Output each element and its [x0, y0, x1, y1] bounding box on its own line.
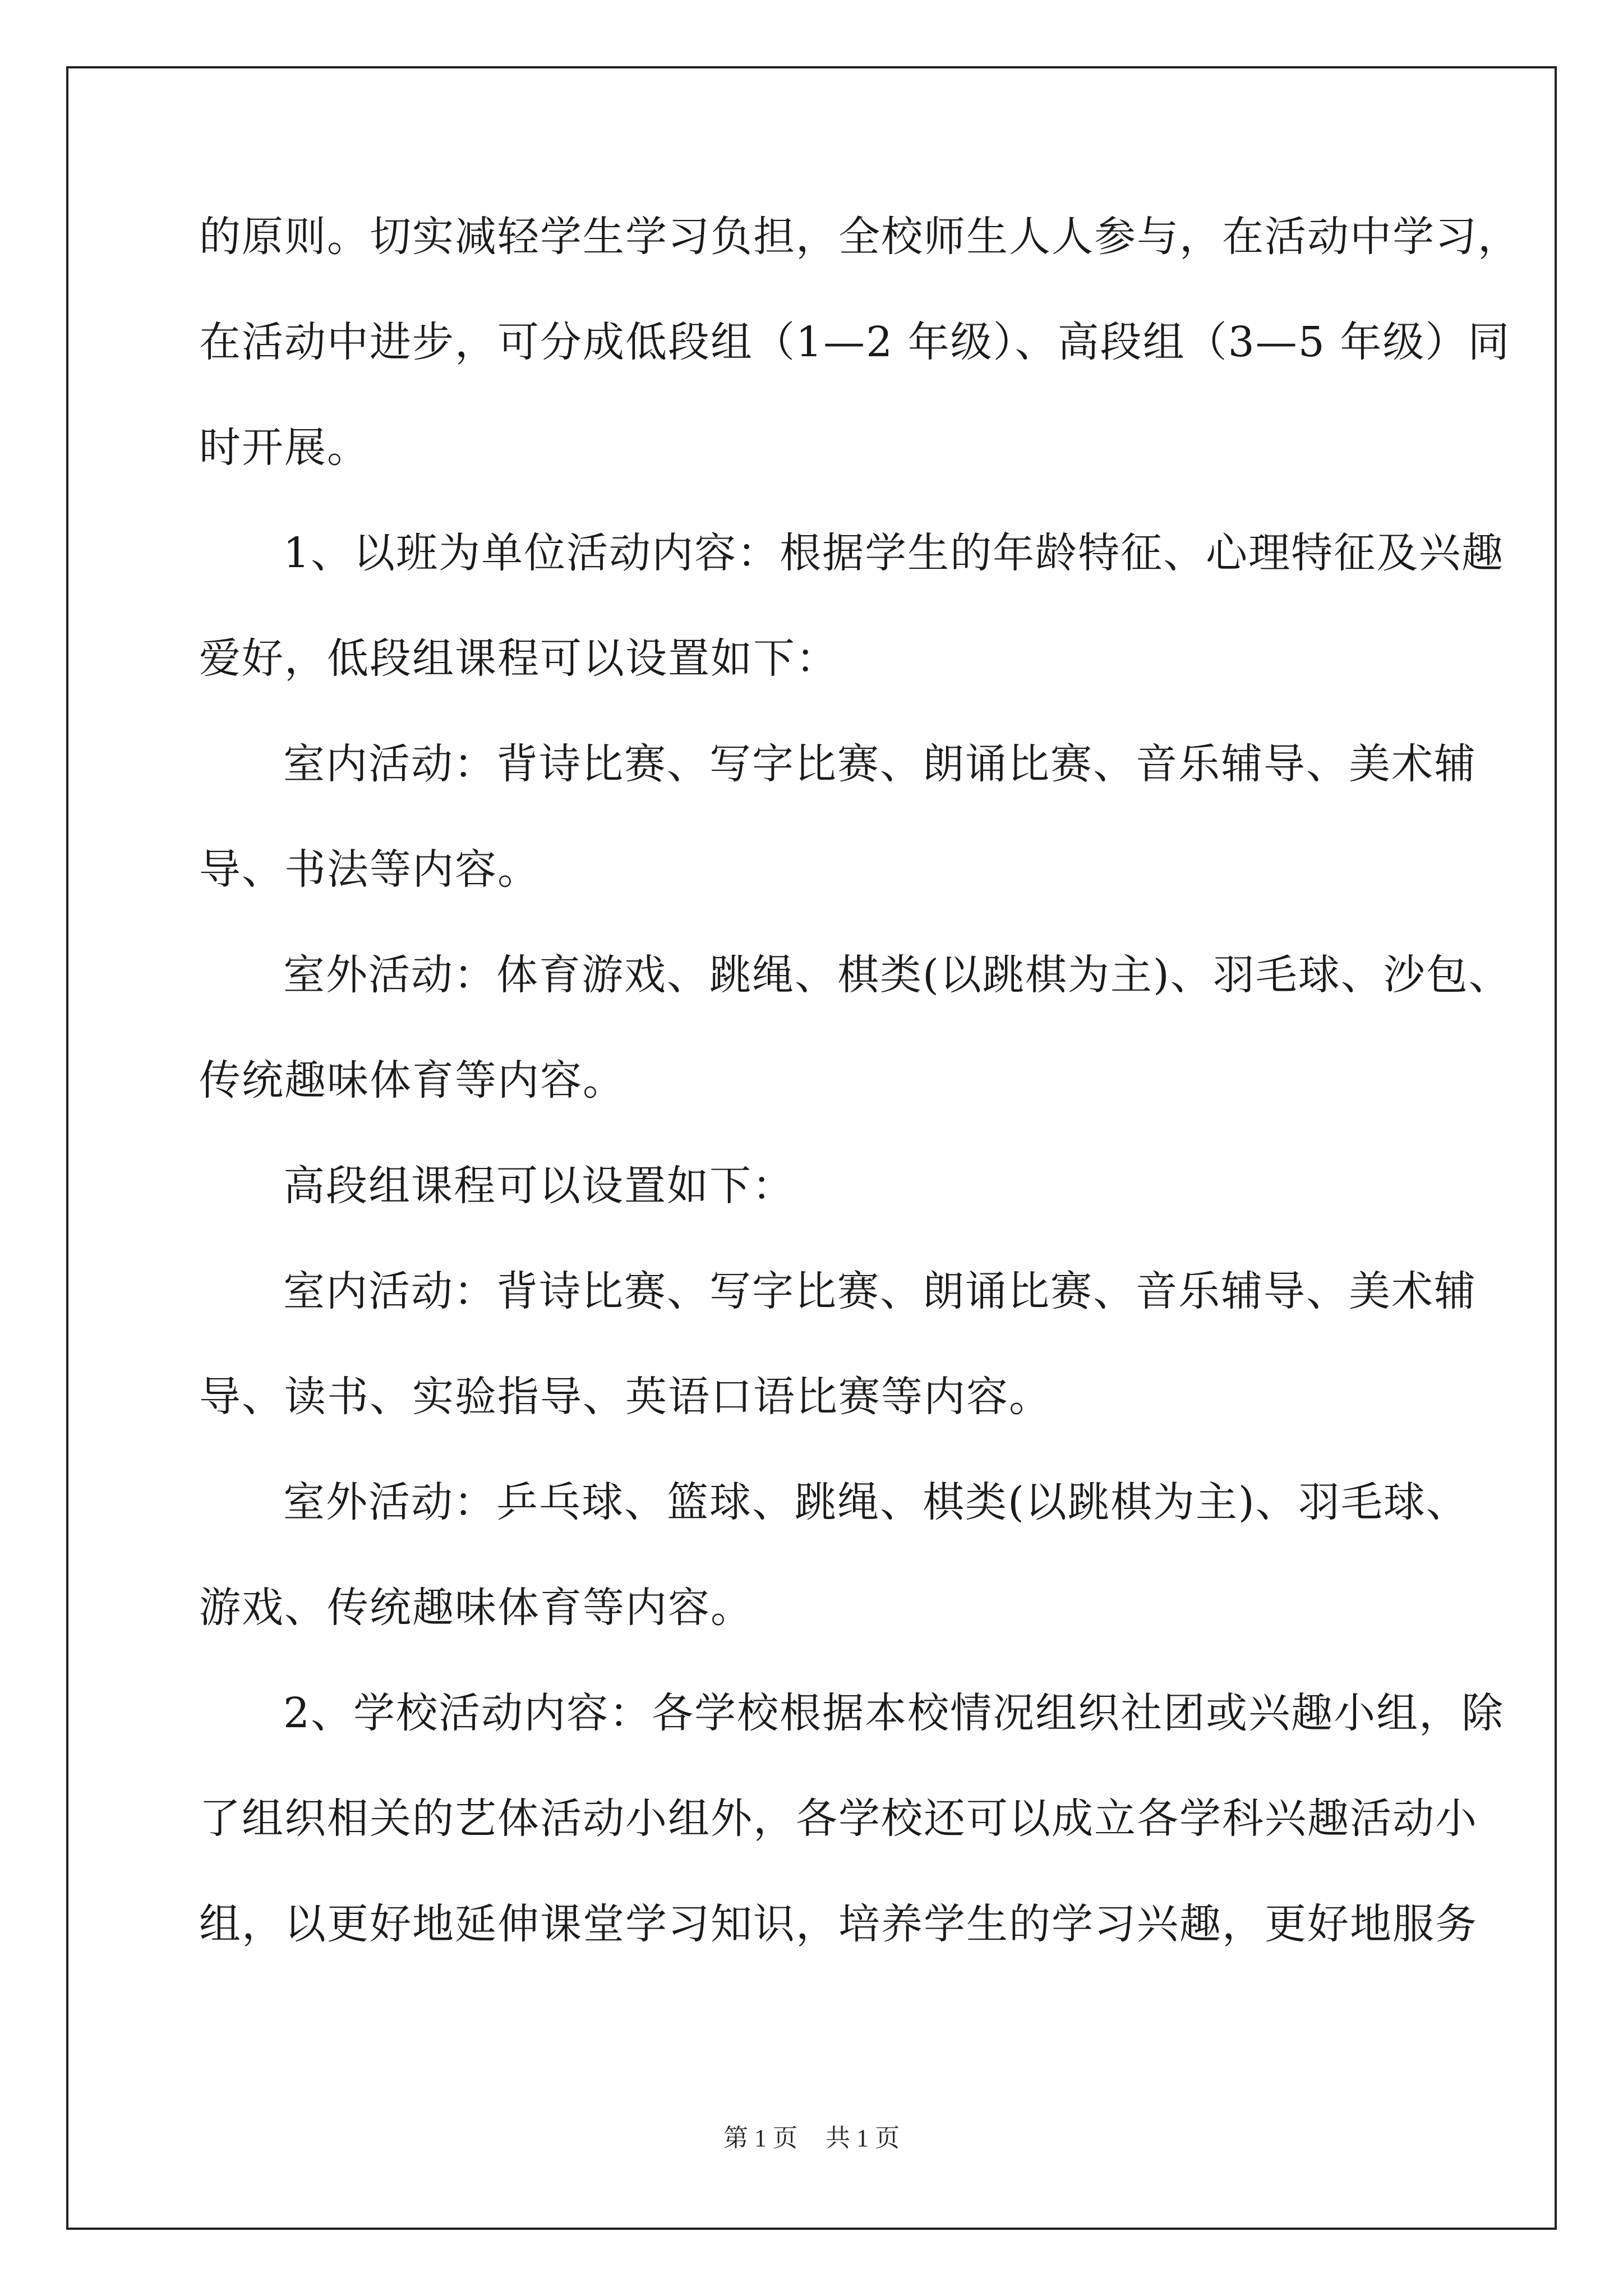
paragraph-start-line: 室内活动：背诗比赛、写字比赛、朗诵比赛、音乐辅导、美术辅 [283, 740, 1477, 788]
paragraph-start-line: 2、学校活动内容：各学校根据本校情况组织社团或兴趣小组，除 [283, 1689, 1505, 1737]
text-line: 导、读书、实验指导、英语口语比赛等内容。 [199, 1373, 1052, 1421]
text-line: 导、书法等内容。 [199, 845, 540, 894]
text-line: 游戏、传统趣味体育等内容。 [199, 1584, 753, 1632]
text-line: 的原则。切实减轻学生学习负担，全校师生人人参与，在活动中学习， [199, 213, 1520, 261]
paragraph-start-line: 室内活动：背诗比赛、写字比赛、朗诵比赛、音乐辅导、美术辅 [283, 1267, 1477, 1315]
page-total: 共 1 页 [826, 2124, 900, 2152]
page-footer [0, 2126, 1623, 2151]
document-body [199, 213, 1520, 2009]
paragraph-start-line: 1、以班为单位活动内容：根据学生的年龄特征、心理特征及兴趣 [283, 529, 1505, 577]
paragraph-start-line: 室外活动：乒乓球、篮球、跳绳、棋类(以跳棋为主)、羽毛球、 [283, 1478, 1469, 1526]
text-line: 爱好，低段组课程可以设置如下： [199, 634, 838, 683]
text-line: 在活动中进步，可分成低段组（1—2 年级）、高段组（3—5 年级）同 [199, 318, 1511, 366]
text-line: 时开展。 [199, 424, 370, 472]
paragraph-start-line: 高段组课程可以设置如下： [283, 1162, 795, 1210]
text-line: 了组织相关的艺体活动小组外，各学校还可以成立各学科兴趣活动小 [199, 1795, 1478, 1843]
paragraph-start-line: 室外活动：体育游戏、跳绳、棋类(以跳棋为主)、羽毛球、沙包、 [283, 951, 1511, 999]
text-line: 传统趣味体育等内容。 [199, 1056, 625, 1105]
text-line: 组，以更好地延伸课堂学习知识，培养学生的学习兴趣，更好地服务 [199, 1900, 1478, 1948]
page-number: 第 1 页 [723, 2124, 797, 2152]
